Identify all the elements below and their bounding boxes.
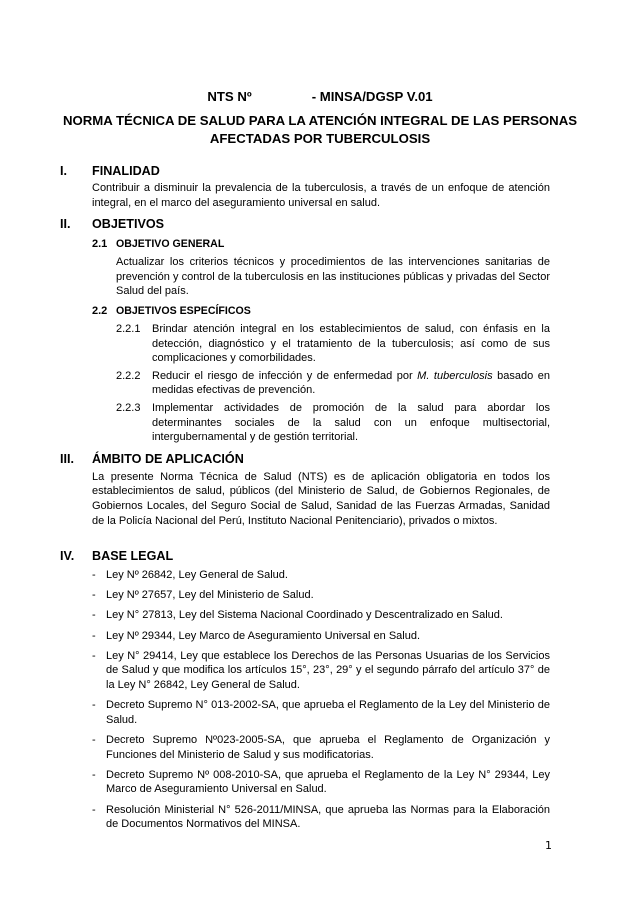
section-title: OBJETIVOS [92, 217, 165, 232]
list-item-text: Ley Nº 27657, Ley del Ministerio de Salud. [106, 589, 314, 602]
list-item-text: Ley N° 29414, Ley que establece los Derechos de las Personas Usuarias de los Servicios de Salud y que modifica los artículos 15°, 23°, 29° y el segundo párrafo del artículo 37° de la Ley N° 26842, Ley General de Salud. [106, 649, 550, 692]
page-number: 1 [545, 839, 552, 852]
list-item-text: Decreto Supremo Nº023-2005-SA, que aprueba el Reglamento de Organización y Funciones del Ministerio de Salud y sus modificatorias. [106, 734, 550, 761]
subsection-title: OBJETIVOS ESPECÍFICOS [116, 304, 251, 317]
list-item: - Ley N° 27813, Ley del Sistema Nacional Coordinado y Descentralizado en Salud. [92, 608, 550, 623]
item-text [152, 369, 550, 398]
list-item-text: Ley N° 27813, Ley del Sistema Nacional Coordinado y Descentralizado en Salud. [106, 609, 503, 622]
objetivo-general-text: Actualizar los criterios técnicos y procedimientos de las intervenciones sanitarias de prevención y control de la tuberculosis en las instituciones públicas y privadas del Sector Salud del país. [116, 256, 550, 298]
section-title: BASE LEGAL [92, 549, 174, 564]
nts-suffix: - MINSA/DGSP V.01 [311, 89, 433, 104]
nts-code-line [60, 88, 580, 106]
list-item-text: Decreto Supremo N° 013-2002-SA, que aprueba el Reglamento de la Ley del Ministerio de Salud. [106, 699, 550, 726]
document-header [60, 88, 580, 148]
item-text: Implementar actividades de promoción de la salud para abordar los determinantes sociales de la salud con un enfoque multisectorial, intergubernamental y de gestión territorial. [152, 401, 550, 444]
ambito-text: La presente Norma Técnica de Salud (NTS) es de aplicación obligatoria en todos los establecimientos de salud, públicos (del Ministerio de Salud, de Gobiernos Regionales, de Gobiernos Locales, del Seguro Social de Salud, Sanidad de las Fuerzas Armadas, Sanidad de la Policía Nacional del Perú, Instituto Nacional Penitenciario), privados o mixtos. [92, 470, 550, 527]
section-heading-finalidad [60, 163, 550, 179]
section-heading-base-legal [60, 548, 550, 564]
finalidad-text: Contribuir a disminuir la prevalencia de la tuberculosis, a través de un enfoque de atención integral, en el marco del aseguramiento universal en salud. [92, 182, 550, 209]
item-text: Brindar atención integral en los establecimientos de salud, con énfasis en la detección, diagnóstico y el tratamiento de la tuberculosis; así como de sus complicaciones y comorbilidades. [152, 322, 550, 365]
section-number: III. [60, 451, 74, 466]
section-number: IV. [60, 549, 75, 564]
list-item-text: Ley Nº 29344, Ley Marco de Aseguramiento Universal en Salud. [106, 629, 421, 642]
item-text-start: Reducir el riesgo de infección y de enfermedad por [152, 369, 418, 382]
objetivo-especifico-item [116, 369, 550, 398]
item-number: 2.2.2 [116, 369, 141, 382]
section-title: ÁMBITO DE APLICACIÓN [92, 451, 244, 466]
list-item: - Ley Nº 29344, Ley Marco de Aseguramiento Universal en Salud. [92, 629, 550, 644]
item-text-end: basado en medidas efectivas de prevención. [152, 369, 551, 397]
base-legal-list [92, 568, 550, 832]
subsection-heading-objetivos-especificos [92, 304, 550, 319]
list-item-text: Resolución Ministerial N° 526-2011/MINSA, que aprueba las Normas para la Elaboración de Documentos Normativos del MINSA. [106, 803, 550, 831]
section-number: II. [60, 217, 71, 232]
list-item: - Ley Nº 27657, Ley del Ministerio de Salud. [92, 588, 550, 603]
item-number: 2.2.1 [116, 322, 141, 335]
subsection-heading-objetivo-general [92, 237, 550, 252]
list-item: - Decreto Supremo Nº 008-2010-SA, que aprueba el Reglamento de la Ley N° 29344, Ley Marco de Aseguramiento Universal en Salud. [92, 768, 550, 796]
section-heading-objetivos [60, 216, 550, 232]
list-item-text: Ley Nº 26842, Ley General de Salud. [106, 569, 288, 582]
nts-label: NTS Nº [207, 89, 252, 104]
subsection-title: OBJETIVO GENERAL [116, 238, 225, 251]
section-heading-ambito [60, 451, 550, 467]
objetivo-especifico-item [116, 322, 550, 366]
list-item: - Decreto Supremo N° 013-2002-SA, que aprueba el Reglamento de la Ley del Ministerio de Salud. [92, 699, 550, 726]
item-number: 2.2.3 [116, 401, 141, 414]
document-body [60, 163, 550, 837]
list-item: - Ley Nº 26842, Ley General de Salud. [92, 568, 550, 583]
list-item: - Resolución Ministerial N° 526-2011/MINSA, que aprueba las Normas para la Elaboración de Documentos Normativos del MINSA. [92, 803, 550, 831]
section-number: I. [60, 164, 67, 178]
species-name: M. tuberculosis [417, 369, 493, 382]
objetivo-especifico-item [116, 401, 550, 445]
document-title: NORMA TÉCNICA DE SALUD PARA LA ATENCIÓN INTEGRAL DE LAS PERSONAS AFECTADAS POR TUBERCULOSIS [62, 113, 578, 146]
section-title: FINALIDAD [92, 164, 160, 178]
list-item: - Decreto Supremo Nº023-2005-SA, que aprueba el Reglamento de Organización y Funciones del Ministerio de Salud y sus modificatorias. [92, 734, 550, 761]
list-item: - Ley N° 29414, Ley que establece los Derechos de las Personas Usuarias de los Servicios de Salud y que modifica los artículos 15°, 23°, 29° y el segundo párrafo del artículo 37° de la Ley N° 26842, Ley General de Salud. [92, 649, 550, 692]
subsection-number: 2.1 [92, 238, 108, 251]
list-item-text: Decreto Supremo Nº 008-2010-SA, que aprueba el Reglamento de la Ley N° 29344, Ley Marco de Aseguramiento Universal en Salud. [106, 768, 550, 796]
subsection-number: 2.2 [92, 304, 108, 317]
